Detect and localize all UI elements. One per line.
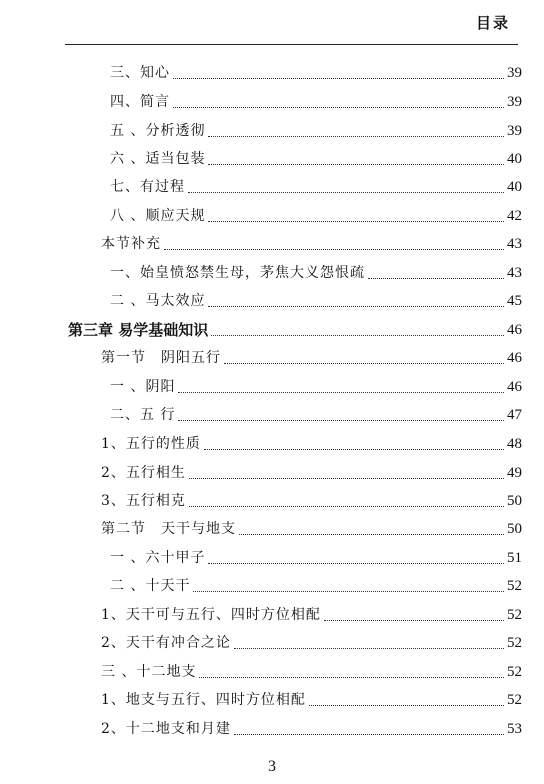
toc-entry-page: 43 <box>507 236 522 252</box>
toc-leader-dots <box>204 449 504 450</box>
toc-leader-dots <box>208 136 504 137</box>
toc-leader-dots <box>208 563 504 564</box>
toc-entry[interactable] <box>110 376 522 396</box>
toc-entry-page: 49 <box>507 465 522 481</box>
toc-entry[interactable] <box>110 176 522 196</box>
toc-entry[interactable] <box>110 91 522 111</box>
page-number: 3 <box>268 758 276 775</box>
toc-entry-label: 一、始皇愤怒禁生母，茅焦大义怨恨疏 <box>110 265 365 281</box>
toc-leader-dots <box>189 478 504 479</box>
toc-entry-page: 46 <box>507 350 522 366</box>
toc-entry-label: 2、天干有冲合之论 <box>101 635 231 651</box>
toc-entry-page: 50 <box>507 493 522 509</box>
toc-section-entry[interactable] <box>101 347 522 367</box>
toc-leader-dots <box>368 278 504 279</box>
toc-entry-label: 第一节 阴阳五行 <box>101 350 221 366</box>
toc-entry-page: 47 <box>507 407 522 423</box>
toc-entry[interactable] <box>101 433 522 453</box>
toc-entry-label: 第二节 天干与地支 <box>101 521 236 537</box>
toc-entry-label: 一 、阴阳 <box>110 379 176 395</box>
toc-entry[interactable] <box>110 148 522 168</box>
toc-leader-dots <box>199 677 504 678</box>
toc-leader-dots <box>208 306 504 307</box>
toc-entry-page: 45 <box>507 293 522 309</box>
toc-entry-label: 1、五行的性质 <box>101 436 201 452</box>
toc-entry-label: 本节补充 <box>101 236 161 252</box>
toc-chapter-entry[interactable] <box>68 319 522 339</box>
toc-entry[interactable] <box>101 718 522 738</box>
toc-entry[interactable] <box>110 262 522 282</box>
toc-entry-page: 53 <box>507 721 522 737</box>
toc-leader-dots <box>208 221 504 222</box>
toc-leader-dots <box>188 192 504 193</box>
toc-entry-label: 二、五 行 <box>110 407 176 423</box>
toc-entry[interactable] <box>110 290 522 310</box>
toc-entry-page: 46 <box>507 379 522 395</box>
toc-entry[interactable] <box>101 490 522 510</box>
toc-entry-page: 43 <box>507 265 522 281</box>
toc-leader-dots <box>178 392 504 393</box>
toc-entry-label: 五 、分析透彻 <box>110 123 206 139</box>
toc-leader-dots <box>309 705 504 706</box>
toc-entry-page: 40 <box>507 151 522 167</box>
toc-entry-page: 51 <box>507 550 522 566</box>
toc-leader-dots <box>239 534 504 535</box>
toc-entry[interactable] <box>101 689 522 709</box>
toc-entry-label: 二 、马太效应 <box>110 293 206 309</box>
toc-entry[interactable] <box>110 547 522 567</box>
toc-entry-label: 2、十二地支和月建 <box>101 721 231 737</box>
toc-entry-label: 1、天干可与五行、四时方位相配 <box>101 607 321 623</box>
toc-entry[interactable] <box>110 120 522 140</box>
toc-section-entry[interactable] <box>101 518 522 538</box>
toc-entry[interactable] <box>101 233 522 253</box>
toc-leader-dots <box>234 648 504 649</box>
toc-entry-page: 42 <box>507 208 522 224</box>
toc-entry-label: 二 、十天干 <box>110 578 191 594</box>
toc-leader-dots <box>324 620 504 621</box>
toc-entry-page: 39 <box>507 123 522 139</box>
toc-entry-page: 52 <box>507 664 522 680</box>
toc-leader-dots <box>173 107 504 108</box>
toc-leader-dots <box>164 249 504 250</box>
toc-entry-label: 三、知心 <box>110 65 170 81</box>
toc-entry[interactable] <box>101 661 522 681</box>
toc-entry-page: 39 <box>507 65 522 81</box>
toc-entry-label: 三 、十二地支 <box>101 664 197 680</box>
toc-entry-page: 52 <box>507 692 522 708</box>
toc-entry-page: 48 <box>507 436 522 452</box>
toc-entry-page: 39 <box>507 94 522 110</box>
toc-entry-page: 52 <box>507 635 522 651</box>
toc-entry[interactable] <box>110 404 522 424</box>
toc-leader-dots <box>234 734 504 735</box>
toc-entry-label: 六 、适当包装 <box>110 151 206 167</box>
toc-leader-dots <box>193 591 504 592</box>
toc-entry-page: 50 <box>507 521 522 537</box>
toc-leader-dots <box>208 164 504 165</box>
toc-entry-page: 40 <box>507 179 522 195</box>
toc-entry-label: 八 、顺应天规 <box>110 208 206 224</box>
header-divider <box>65 44 518 45</box>
toc-entry-label: 3、五行相克 <box>101 493 186 509</box>
toc-entry-page: 52 <box>507 578 522 594</box>
toc-entry[interactable] <box>101 604 522 624</box>
toc-entry-label: 一 、六十甲子 <box>110 550 206 566</box>
toc-entry-page: 52 <box>507 607 522 623</box>
toc-entry[interactable] <box>101 462 522 482</box>
toc-entry-label: 四、简言 <box>110 94 170 110</box>
toc-entry[interactable] <box>101 632 522 652</box>
toc-entry-label: 七、有过程 <box>110 179 185 195</box>
toc-leader-dots <box>173 78 504 79</box>
header-title: 目录 <box>475 14 510 32</box>
toc-entry[interactable] <box>110 62 522 82</box>
toc-entry[interactable] <box>110 575 522 595</box>
toc-leader-dots <box>178 420 504 421</box>
toc-entry-label: 1、地支与五行、四时方位相配 <box>101 692 306 708</box>
toc-entry-page: 46 <box>507 322 522 338</box>
toc-entry[interactable] <box>110 205 522 225</box>
toc-leader-dots <box>189 506 504 507</box>
toc-leader-dots <box>211 335 504 336</box>
toc-leader-dots <box>224 363 504 364</box>
toc-chapter-label: 第三章 易学基础知识 <box>68 321 209 339</box>
toc-entry-label: 2、五行相生 <box>101 465 186 481</box>
